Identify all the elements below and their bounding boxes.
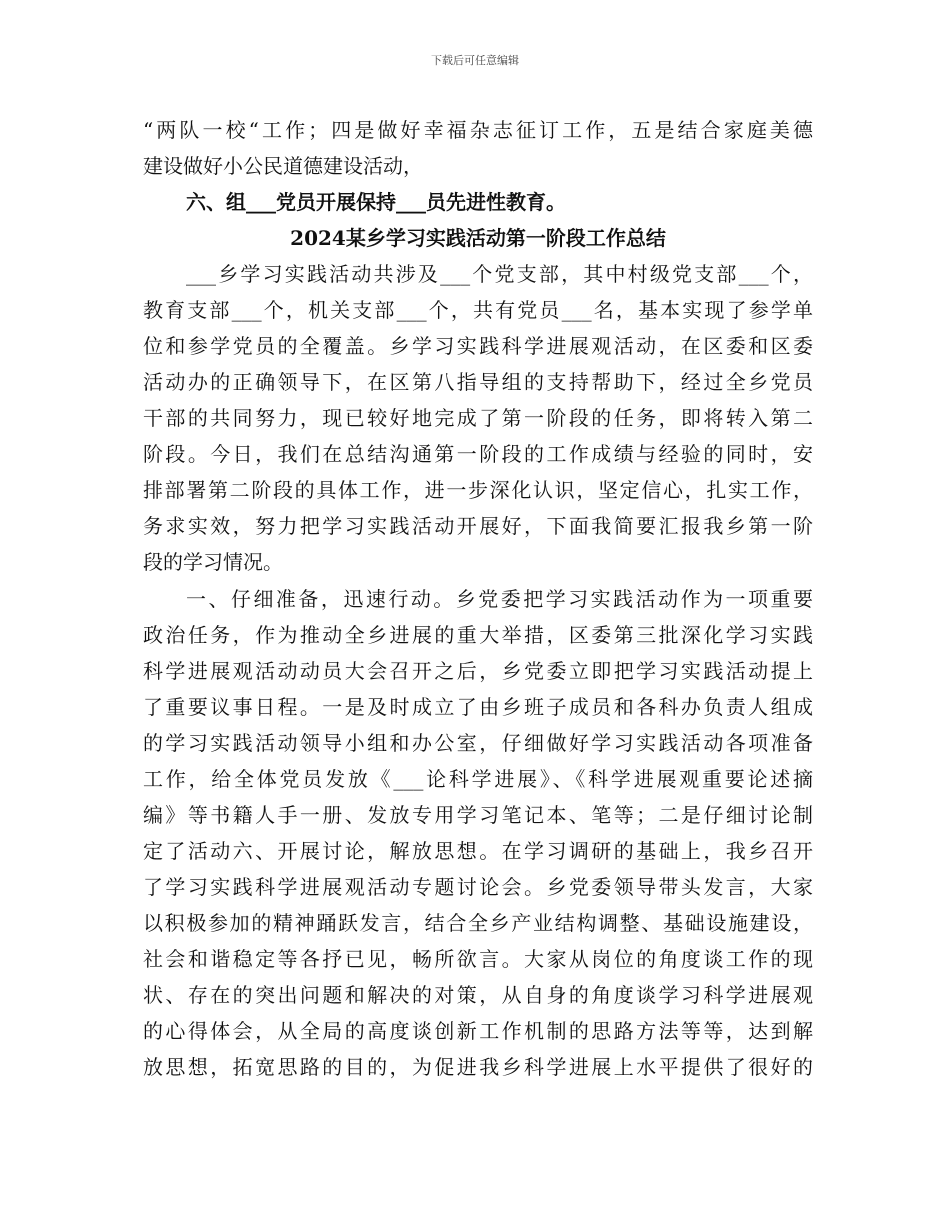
paragraph-line: 社会和谐稳定等各抒已见，畅所欲言。大家从岗位的角度谈工作的现 (143, 947, 813, 971)
paragraph-line: 活动办的正确领导下，在区第八指导组的支持帮助下，经过全乡党员 (143, 370, 813, 394)
paragraph-line: 一、仔细准备，迅速行动。乡党委把学习实践活动作为一项重要 (186, 587, 813, 611)
paragraph-line: 的学习实践活动领导小组和办公室，仔细做好学习实践活动各项准备 (143, 731, 813, 755)
paragraph-line: 干部的共同努力，现已较好地完成了第一阶段的任务，即将转入第二 (143, 406, 813, 430)
paragraph-line: 科学进展观活动动员大会召开之后，乡党委立即把学习实践活动提上 (143, 659, 813, 683)
paragraph-line: ___乡学习实践活动共涉及___个党支部，其中村级党支部___个， (186, 262, 813, 286)
document-title: 2024某乡学习实践活动第一阶段工作总结 (290, 226, 666, 250)
paragraph-line: 的心得体会，从全局的高度谈创新工作机制的思路方法等等，达到解 (143, 1019, 813, 1043)
section-heading: 六、组___党员开展保持___员先进性教育。 (186, 190, 566, 214)
page-header-note: 下载后可任意编辑 (431, 54, 519, 67)
paragraph-line: 定了活动六、开展讨论，解放思想。在学习调研的基础上，我乡召开 (143, 839, 813, 863)
paragraph-line: 教育支部___个，机关支部___个，共有党员___名，基本实现了参学单 (143, 298, 813, 322)
paragraph-line: 编》等书籍人手一册、发放专用学习笔记本、笔等；二是仔细讨论制 (143, 803, 813, 827)
paragraph-line: 状、存在的突出问题和解决的对策，从自身的角度谈学习科学进展观 (143, 983, 813, 1007)
paragraph-line: 放思想，拓宽思路的目的，为促进我乡科学进展上水平提供了很好的 (143, 1055, 813, 1079)
paragraph-line: 段的学习情况。 (143, 550, 283, 574)
paragraph-line: 排部署第二阶段的具体工作，进一步深化认识，坚定信心，扎实工作， (143, 478, 813, 502)
paragraph-line: 了重要议事日程。一是及时成立了由乡班子成员和各科办负责人组成 (143, 695, 813, 719)
paragraph-line: 工作，给全体党员发放《___论科学进展》、《科学进展观重要论述摘 (143, 767, 813, 791)
intro-line: 建设做好小公民道德建设活动， (143, 154, 423, 178)
paragraph-line: 政治任务，作为推动全乡进展的重大举措，区委第三批深化学习实践 (143, 623, 813, 647)
paragraph-line: 务求实效，努力把学习实践活动开展好，下面我简要汇报我乡第一阶 (143, 514, 813, 538)
paragraph-line: 位和参学党员的全覆盖。乡学习实践科学进展观活动，在区委和区委 (143, 334, 813, 358)
intro-line: “两队一校“工作；四是做好幸福杂志征订工作，五是结合家庭美德 (143, 118, 813, 142)
paragraph-line: 了学习实践科学进展观活动专题讨论会。乡党委领导带头发言，大家 (143, 875, 813, 899)
paragraph-line: 以积极参加的精神踊跃发言，结合全乡产业结构调整、基础设施建设， (143, 911, 813, 935)
paragraph-line: 阶段。今日，我们在总结沟通第一阶段的工作成绩与经验的同时，安 (143, 442, 813, 466)
document-body (143, 112, 813, 1085)
